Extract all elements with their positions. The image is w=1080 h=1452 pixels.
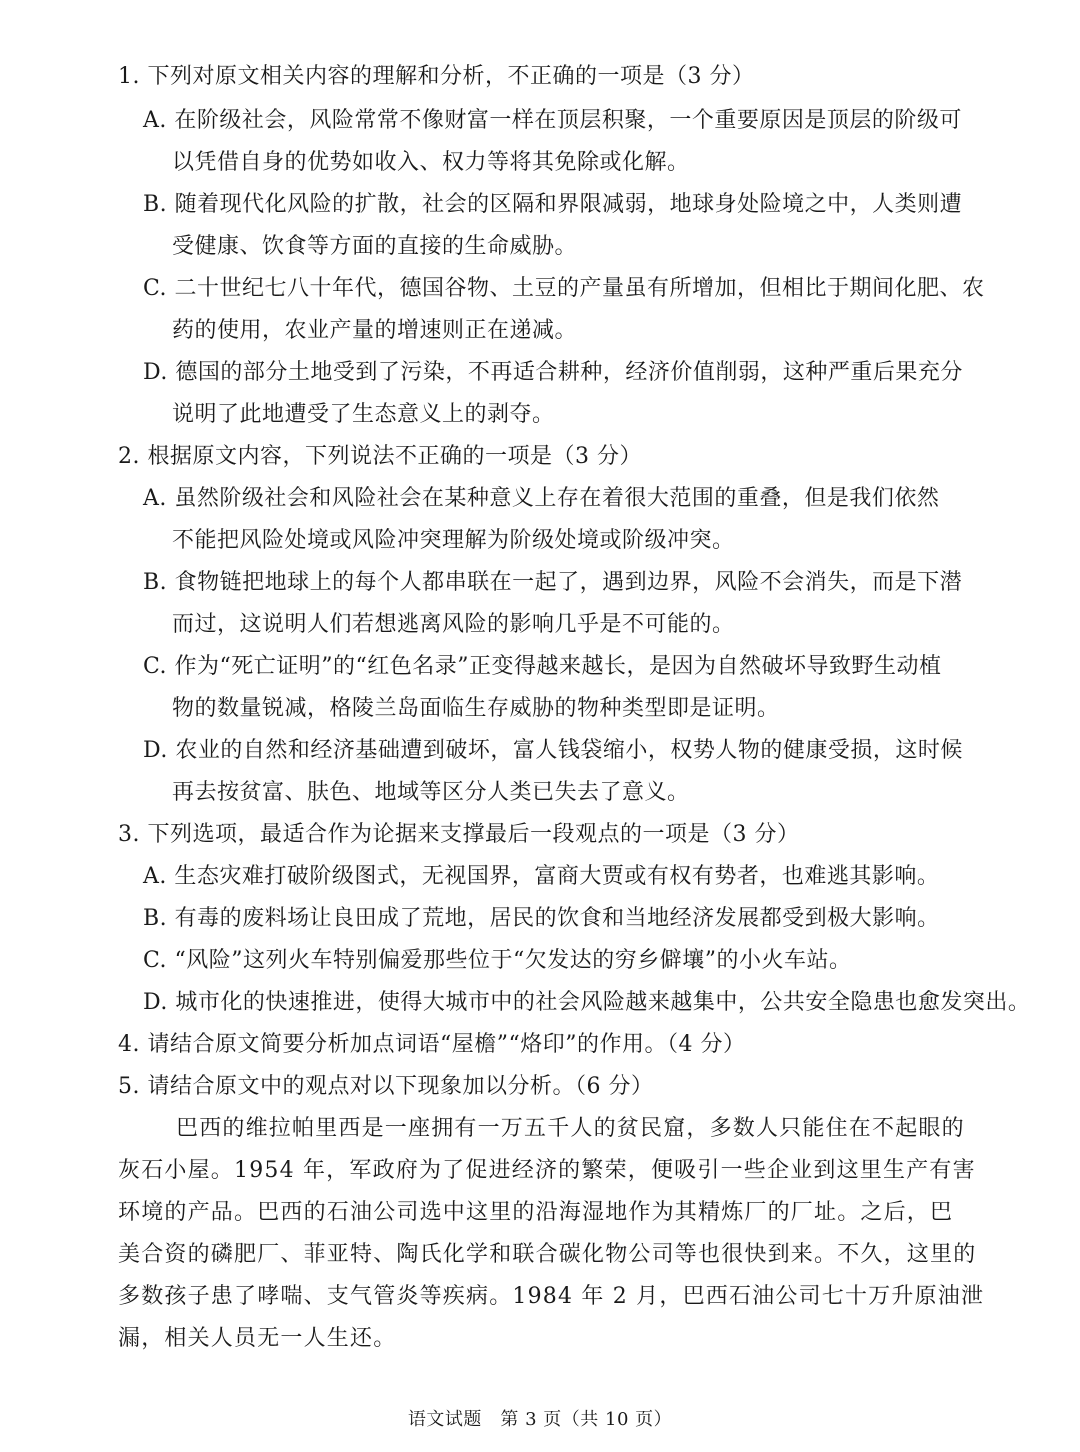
passage-line-2: 灰石小屋。1954 年，军政府为了促进经济的繁荣，便吸引一些企业到这里生产有害 [118,1158,976,1183]
question-3-option-b: B. 有毒的废料场让良田成了荒地，居民的饮食和当地经济发展都受到极大影响。 [143,906,940,931]
passage-line-5: 多数孩子患了哮喘、支气管炎等疾病。1984 年 2 月，巴西石油公司七十万升原油泄 [118,1284,985,1309]
question-1-option-a-cont: 以凭借自身的优势如收入、权力等将其免除或化解。 [172,150,690,175]
question-2-option-a-cont: 不能把风险处境或风险冲突理解为阶级处境或阶级冲突。 [172,528,735,553]
question-3-option-a: A. 生态灾难打破阶级图式，无视国界，富商大贾或有权有势者，也难逃其影响。 [143,864,940,889]
question-1-option-a: A. 在阶级社会，风险常常不像财富一样在顶层积聚，一个重要原因是顶层的阶级可 [143,108,962,133]
question-2-option-a: A. 虽然阶级社会和风险社会在某种意义上存在着很大范围的重叠，但是我们依然 [143,486,940,511]
passage-line-4: 美合资的磷肥厂、菲亚特、陶氏化学和联合碳化物公司等也很快到来。不久，这里的 [118,1242,977,1267]
question-2-stem: 2. 根据原文内容，下列说法不正确的一项是（3 分） [118,444,642,469]
question-3-stem: 3. 下列选项，最适合作为论据来支撑最后一段观点的一项是（3 分） [118,822,800,847]
question-2-option-b-cont: 而过，这说明人们若想逃离风险的影响几乎是不可能的。 [172,612,735,637]
question-2-option-b: B. 食物链把地球上的每个人都串联在一起了，遇到边界，风险不会消失，而是下潜 [143,570,963,595]
question-5-stem: 5. 请结合原文中的观点对以下现象加以分析。（6 分） [118,1074,654,1099]
passage-line-1: 巴西的维拉帕里西是一座拥有一万五千人的贫民窟，多数人只能住在不起眼的 [176,1116,965,1141]
question-2-option-c-cont: 物的数量锐减，格陵兰岛面临生存威胁的物种类型即是证明。 [172,696,780,721]
question-1-stem: 1. 下列对原文相关内容的理解和分析，不正确的一项是（3 分） [118,64,755,89]
question-1-option-d: D. 德国的部分土地受到了污染，不再适合耕种，经济价值削弱，这种严重后果充分 [143,360,963,385]
page-footer: 语文试题 第 3 页（共 10 页） [407,1409,673,1430]
question-1-option-d-cont: 说明了此地遭受了生态意义上的剥夺。 [172,402,555,427]
passage-line-3: 环境的产品。巴西的石油公司选中这里的沿海湿地作为其精炼厂的厂址。之后，巴 [118,1200,954,1225]
question-4-stem: 4. 请结合原文简要分析加点词语“屋檐”“烙印”的作用。（4 分） [118,1032,746,1057]
question-1-option-b-cont: 受健康、饮食等方面的直接的生命威胁。 [172,234,578,259]
question-1-option-c-cont: 药的使用，农业产量的增速则正在递减。 [172,318,578,343]
question-1-option-b: B. 随着现代化风险的扩散，社会的区隔和界限减弱，地球身处险境之中，人类则遭 [143,192,963,217]
question-3-option-c: C. “风险”这列火车特别偏爱那些位于“欠发达的穷乡僻壤”的小火车站。 [143,948,852,973]
question-3-option-d: D. 城市化的快速推进，使得大城市中的社会风险越来越集中，公共安全隐患也愈发突出。 [143,990,1031,1015]
question-2-option-d: D. 农业的自然和经济基础遭到破坏，富人钱袋缩小，权势人物的健康受损，这时候 [143,738,963,763]
question-1-option-c: C. 二十世纪七八十年代，德国谷物、土豆的产量虽有所增加，但相比于期间化肥、农 [143,276,985,301]
question-2-option-d-cont: 再去按贫富、肤色、地域等区分人类已失去了意义。 [172,780,690,805]
passage-line-6: 漏，相关人员无一人生还。 [118,1326,397,1351]
question-2-option-c: C. 作为“死亡证明”的“红色名录”正变得越来越长，是因为自然破坏导致野生动植 [143,654,942,679]
